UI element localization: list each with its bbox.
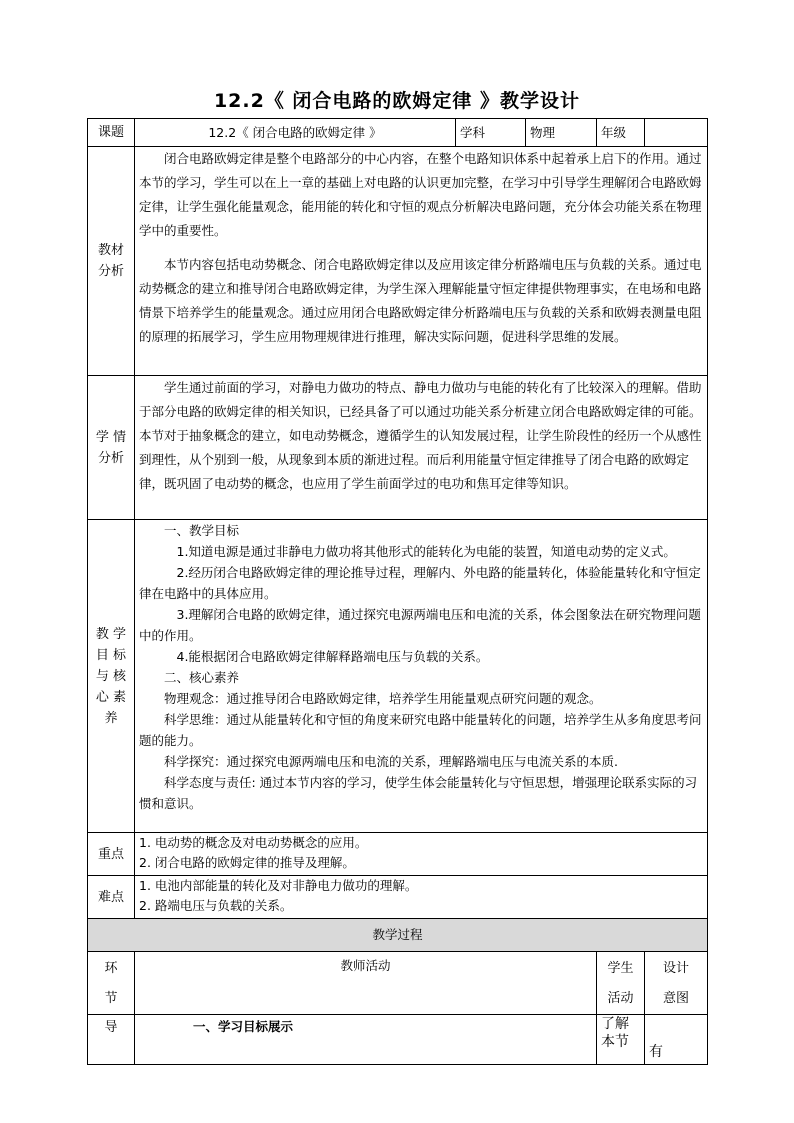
- literacy-item: 科学探究：通过探究电源两端电压和电流的关系，理解路端电压与电流关系的本质.: [164, 754, 618, 769]
- student-activity-cell: 了解 本节: [597, 1015, 645, 1065]
- student-analysis-content: [135, 376, 708, 520]
- design-intent-cell: 有: [645, 1015, 708, 1065]
- teacher-activity-cell: 一、学习目标展示: [135, 1015, 597, 1065]
- goal-item: 4.能根据闭合电路欧姆定律解释路端电压与负载的关系。: [176, 649, 489, 664]
- topic-value: 12.2《 闭合电路的欧姆定律 》: [135, 119, 456, 147]
- key-point-item: 1. 电动势的概念及对电动势概念的应用。: [139, 835, 368, 850]
- literacy-item: 科学态度与责任: 通过本节内容的学习，使学生体会能量转化与守恒思想，增强理论联系实际的习惯和意识。: [139, 775, 698, 811]
- objectives-label: 教 学 目 标 与 核 心 素 养: [88, 520, 135, 833]
- student-paragraph: 学生通过前面的学习，对静电力做功的特点、静电力做功与电能的转化有了比较深入的理解。借助于部分电路的欧姆定律的相关知识，已经具备了可以通过功能关系分析建立闭合电路欧姆定律的可能。本节对于抽象概念的建立，如电动势概念，遵循学生的认知发展过程，让学生阶段性的经历一个从感性到理性，从个别到一般，从现象到本质的渐进过程。而后利用能量守恒定律推导了闭合电路的欧姆定律，既巩固了电动势的概念，也应用了学生前面学过的电功和焦耳定律等知识。: [139, 380, 702, 491]
- stage-cell: 导: [88, 1015, 135, 1065]
- objectives-content: [135, 520, 708, 833]
- subject-label: 学科: [456, 119, 526, 147]
- material-analysis-content: [135, 147, 708, 376]
- lesson-plan-table: [87, 118, 708, 1065]
- stage-column-header: 环 节: [88, 952, 135, 1015]
- topic-label: 课题: [88, 119, 135, 147]
- grade-label: 年级: [597, 119, 645, 147]
- key-points-content: [135, 833, 708, 876]
- difficulty-item: 2. 路端电压与负载的关系。: [139, 898, 293, 913]
- design-column-header: 设计 意图: [645, 952, 708, 1015]
- difficulty-item: 1. 电池内部能量的转化及对非静电力做功的理解。: [139, 878, 418, 893]
- difficulties-content: [135, 876, 708, 919]
- literacy-item: 物理观念：通过推导闭合电路欧姆定律，培养学生用能量观点研究问题的观念。: [164, 691, 602, 706]
- page-title: 12.2《 闭合电路的欧姆定律 》教学设计: [213, 90, 581, 112]
- material-paragraph: 本节内容包括电动势概念、闭合电路欧姆定律以及应用该定律分析路端电压与负载的关系。通过电动势概念的建立和推导闭合电路欧姆定律，为学生深入理解能量守恒定律提供物理事实，在电场和电路情景下培养学生的能量观念。通过应用闭合电路欧姆定律分析路端电压与负载的关系和欧姆表测量电阻的原理的拓展学习，学生应用物理规律进行推理，解决实际问题，促进科学思维的发展。: [139, 257, 702, 344]
- material-analysis-label: 教材 分析: [88, 147, 135, 376]
- goal-item: 1.知道电源是通过非静电力做功将其他形式的能转化为电能的装置，知道电动势的定义式。: [176, 544, 676, 559]
- subject-value: 物理: [526, 119, 597, 147]
- student-analysis-label: 学 情 分析: [88, 376, 135, 520]
- grade-value: [645, 119, 708, 147]
- goal-item: 2.经历闭合电路欧姆定律的理论推导过程，理解内、外电路的能量转化，体验能量转化和守恒定律在电路中的具体应用。: [139, 565, 701, 601]
- literacy-item: 科学思维：通过从能量转化和守恒的角度来研究电路中能量转化的问题，培养学生从多角度思考问题的能力。: [139, 712, 702, 748]
- teacher-column-header: 教师活动: [135, 952, 597, 1015]
- objectives-heading: 一、教学目标: [164, 523, 240, 538]
- goal-item: 3.理解闭合电路的欧姆定律，通过探究电源两端电压和电流的关系，体会图象法在研究物理问题中的作用。: [139, 607, 701, 643]
- literacy-heading: 二、核心素养: [164, 670, 240, 685]
- key-points-label: 重点: [88, 833, 135, 876]
- process-title: 教学过程: [88, 919, 708, 952]
- difficulties-label: 难点: [88, 876, 135, 919]
- material-paragraph: 闭合电路欧姆定律是整个电路部分的中心内容，在整个电路知识体系中起着承上启下的作用。通过本节的学习，学生可以在上一章的基础上对电路的认识更加完整，在学习中引导学生理解闭合电路欧姆定律，让学生强化能量观念，能用能的转化和守恒的观点分析解决电路问题，充分体会功能关系在物理学中的重要性。: [139, 151, 702, 238]
- student-column-header: 学生 活动: [597, 952, 645, 1015]
- key-point-item: 2. 闭合电路的欧姆定律的推导及理解。: [139, 855, 355, 870]
